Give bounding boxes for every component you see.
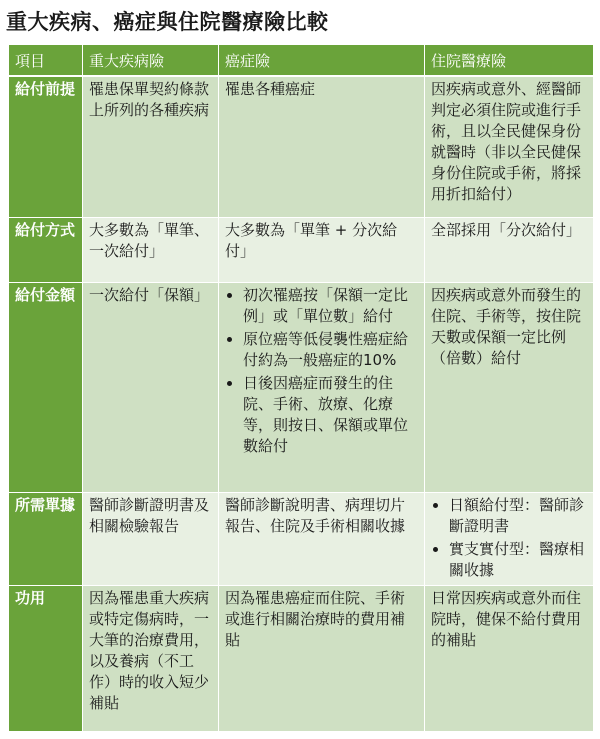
cell-hospital: 因疾病或意外、經醫師判定必須住院或進行手術，且以全民健保身份就醫時（非以全民健保身份住院或手術，將採用折扣給付） [425,76,594,217]
cell-cancer: 罹患各種癌症 [219,76,425,217]
row-label: 給付前提 [9,76,83,217]
hospital-documents-list [431,495,587,581]
table-header-row [9,45,594,77]
cell-cancer [219,282,425,492]
cell-critical: 罹患保單契約條款上所列的各種疾病 [83,76,219,217]
cell-critical: 醫師診斷證明書及相關檢驗報告 [83,492,219,585]
list-item: • 實支實付型：醫療相關收據 [449,539,587,581]
table-row-purpose [9,585,594,731]
list-item: • 原位癌等低侵襲性癌症給付約為一般癌症的10% [243,329,418,371]
table-row-payout-method [9,217,594,282]
header-cancer: 癌症險 [219,45,425,77]
row-label: 給付金額 [9,282,83,492]
comparison-table [8,44,594,732]
row-label: 功用 [9,585,83,731]
list-item: • 初次罹癌按「保額一定比例」或「單位數」給付 [243,285,418,327]
row-label: 所需單據 [9,492,83,585]
cell-critical: 因為罹患重大疾病或特定傷病時，一大筆的治療費用，以及養病（不工作）時的收入短少補貼 [83,585,219,731]
table-row-payout-condition [9,76,594,217]
table-row-required-documents [9,492,594,585]
row-label: 給付方式 [9,217,83,282]
cell-hospital [425,492,594,585]
cell-critical: 一次給付「保額」 [83,282,219,492]
table-row-payout-amount [9,282,594,492]
list-item: • 日額給付型：醫師診斷證明書 [449,495,587,537]
cell-hospital: 因疾病或意外而發生的住院、手術等，按住院天數或保額一定比例（倍數）給付 [425,282,594,492]
header-critical-illness: 重大疾病險 [83,45,219,77]
cell-critical: 大多數為「單筆、一次給付」 [83,217,219,282]
cell-cancer: 醫師診斷說明書、病理切片報告、住院及手術相關收據 [219,492,425,585]
cancer-amount-list [225,285,418,457]
cell-hospital: 日常因疾病或意外而住院時，健保不給付費用的補貼 [425,585,594,731]
page-title: 重大疾病、癌症與住院醫療險比較 [6,10,329,34]
cell-cancer: 因為罹患癌症而住院、手術或進行相關治療時的費用補貼 [219,585,425,731]
header-hospital: 住院醫療險 [425,45,594,77]
cell-cancer: 大多數為「單筆 + 分次給付」 [219,217,425,282]
cell-hospital: 全部採用「分次給付」 [425,217,594,282]
list-item: • 日後因癌症而發生的住院、手術、放療、化療等，則按日、保額或單位數給付 [243,373,418,457]
header-item: 項目 [9,45,83,77]
